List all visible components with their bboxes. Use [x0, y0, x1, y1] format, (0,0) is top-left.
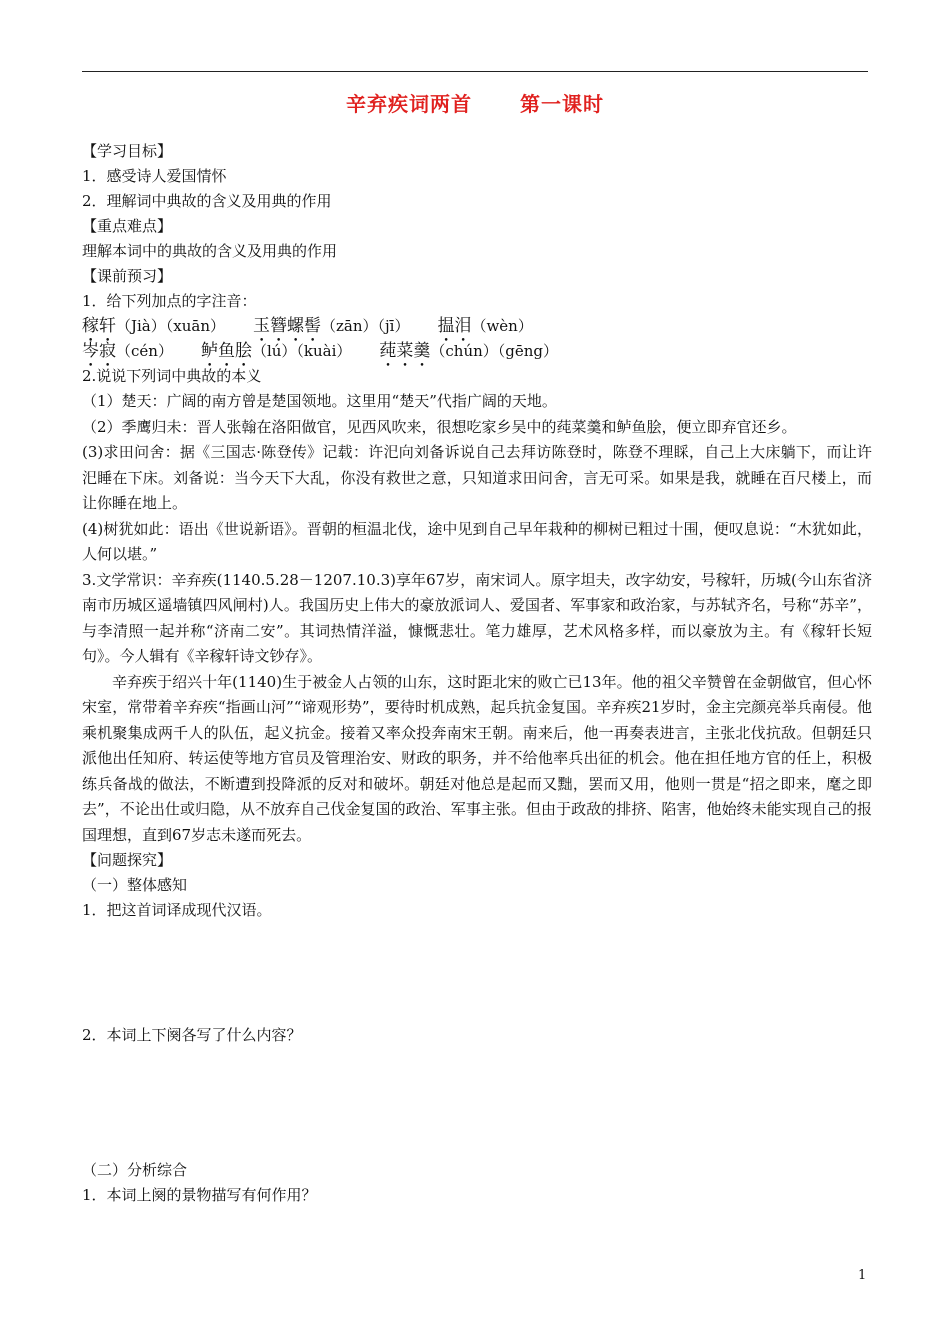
- word-wenlei: 揾泪: [437, 316, 472, 336]
- allusion-3: (3)求田问舍：据《三国志·陈登传》记载：许汜向刘备诉说自己去拜访陈登时，陈登不理睬，自己上大床躺下，而让许汜睡在下床。刘备说：当今天下大乱，你没有救世之意，只知道求田问舍，言无可采。如果是我，就睡在百尺楼上，而让你睡在地上。: [82, 443, 872, 512]
- pinyin-cenji: （cén）: [116, 342, 173, 360]
- preview-q1: 1．给下列加点的字注音：: [82, 292, 257, 310]
- goal-item-2: 2．理解词中典故的含义及用典的作用: [82, 192, 332, 210]
- explore-question-2: 2．本词上下阕各写了什么内容？: [82, 1026, 302, 1044]
- answer-space: [82, 923, 872, 1023]
- page-title: [0, 88, 950, 117]
- title-main: 辛弃疾词两首: [346, 92, 472, 116]
- explore-part-1: （一）整体感知: [82, 876, 188, 894]
- key-text: 理解本词中的典故的含义及用典的作用: [82, 242, 338, 260]
- title-sub: 第一课时: [520, 92, 604, 116]
- explore-part-2: （二）分析综合: [82, 1161, 188, 1179]
- pinyin-jiaxuan: （Jià）（xuān）: [116, 317, 225, 335]
- word-cenji: 岑寂: [82, 341, 116, 361]
- word-jiaxuan: 稼轩: [82, 316, 116, 336]
- literary-knowledge: 3.文学常识：辛弃疾(1140.5.28－1207.10.3)享年67岁，南宋词人。原字坦夫，改字幼安，号稼轩，历城(今山东省济南市历城区遥墙镇四风闸村)人。我国历史上伟大的豪放派词人、爱国者、军事家和政治家，与苏轼齐名，号称“苏辛”，与李清照一起并称“济南二安”。其词热情洋溢，慷慨悲壮。笔力雄厚，艺术风格多样，而以豪放为主。有《稼轩长短句》。今人辑有《辛稼轩诗文钞存》。: [82, 570, 872, 665]
- preview-q2: 2.说说下列词中典故的本义: [82, 367, 262, 385]
- allusion-1: （1）楚天：广阔的南方曾是楚国领地。这里用“楚天”代指广阔的天地。: [82, 392, 557, 410]
- pinyin-chuncaigeng: （chún）（gēng）: [430, 342, 559, 360]
- goals-heading: 【学习目标】: [82, 142, 173, 160]
- explore-question-1: 1．把这首词译成现代汉语。: [82, 901, 272, 919]
- word-chuncaigeng: 莼菜羹: [379, 341, 431, 361]
- pinyin-wenlei: （wèn）: [471, 317, 533, 335]
- answer-space: [82, 1048, 872, 1158]
- explore-heading: 【问题探究】: [82, 851, 173, 869]
- allusion-4: (4)树犹如此：语出《世说新语》。晋朝的桓温北伐，途中见到自己早年栽种的柳树已粗过十围，便叹息说：“木犹如此，人何以堪。”: [82, 519, 872, 563]
- word-luyukuai: 鲈鱼脍: [200, 341, 252, 361]
- preview-heading: 【课前预习】: [82, 267, 173, 285]
- allusion-2: （2）季鹰归未：晋人张翰在洛阳做官，见西风吹来，很想吃家乡吴中的莼菜羹和鲈鱼脍，便立即弃官还乡。: [82, 417, 797, 436]
- key-heading: 【重点难点】: [82, 217, 173, 235]
- word-yuzan: 玉簪螺髻: [252, 316, 321, 336]
- header-rule: [82, 71, 868, 72]
- explore-part2-question-1: 1．本词上阕的景物描写有何作用？: [82, 1186, 317, 1204]
- page-number: 1: [858, 1268, 867, 1283]
- pinyin-luyukuai: （lú）（kuài）: [251, 342, 352, 360]
- author-biography: 辛弃疾于绍兴十年(1140)生于被金人占领的山东，这时距北宋的败亡已13年。他的祖父辛赞曾在金朝做官，但心怀宋室，常带着辛弃疾“指画山河”“谛观形势”，要待时机成熟，起兵抗金复国。辛弃疾21岁时，金主完颜亮举兵南侵。他乘机聚集成两千人的队伍，起义抗金。接着又率众投奔南宋王朝。南来后，他一再奏表进言，主张北伐抗敌。但朝廷只派他出任知府、转运使等地方官员及管理治安、财政的职务，并不给他率兵出征的机会。他在担任地方官的任上，积极练兵备战的做法，不断遭到投降派的反对和破坏。朝廷对他总是起而又黜，罢而又用，他则一贯是“招之即来，麾之即去”，不论出仕或归隐，从不放弃自己伐金复国的政治、军事主张。但由于政敌的排挤、陷害，他始终未能实现自己的报国理想，直到67岁志未遂而死去。: [82, 672, 872, 844]
- pinyin-row-1: [82, 314, 872, 339]
- pinyin-row-2: [82, 339, 872, 364]
- pinyin-yuzan: （zān）（jī）: [320, 317, 410, 335]
- goal-item-1: 1．感受诗人爱国情怀: [82, 167, 227, 185]
- document-body: [82, 139, 872, 1208]
